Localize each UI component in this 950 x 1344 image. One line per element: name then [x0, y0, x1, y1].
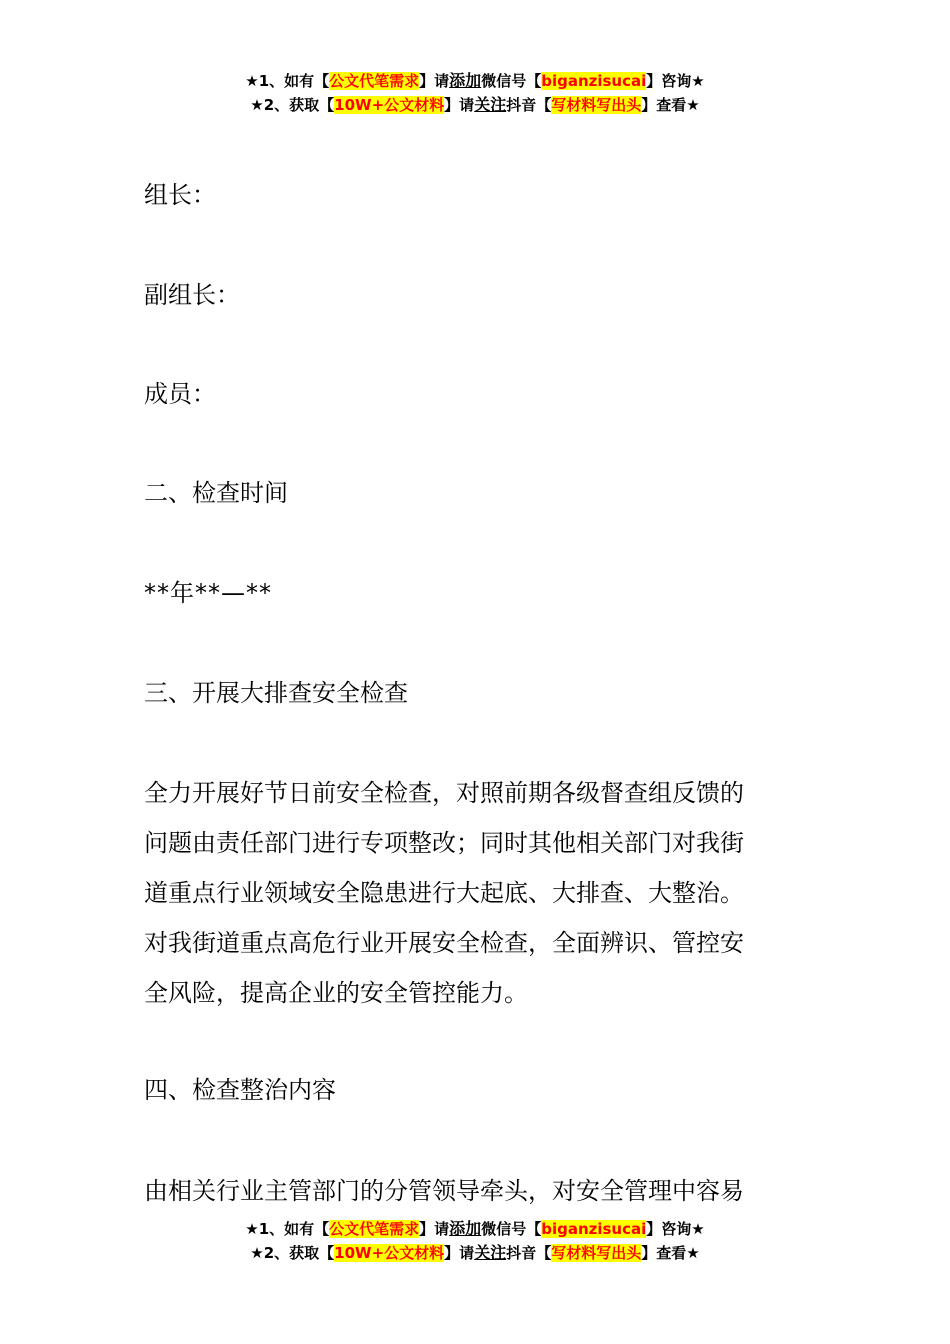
- banner-line-2: [0, 93, 950, 117]
- star-icon: ★: [250, 1244, 264, 1262]
- underlined-action: 关注: [474, 1243, 507, 1262]
- highlight-service: 公文代笔需求: [329, 1220, 420, 1238]
- highlight-douyin-account: 写材料写出头: [551, 96, 642, 114]
- footer-banner: [0, 1217, 950, 1265]
- paragraph-line: 全风险，提高企业的安全管控能力。: [144, 979, 528, 1007]
- banner-text: 微信号【: [481, 72, 542, 90]
- star-icon: ★: [686, 96, 700, 114]
- paragraph-line: 全力开展好节日前安全检查，对照前期各级督查组反馈的: [144, 779, 744, 807]
- banner-text: 】查看: [641, 96, 687, 114]
- banner-text: 2、获取【: [263, 96, 335, 114]
- banner-text: 】咨询: [646, 72, 692, 90]
- section3-heading: 三、开展大排查安全检查: [144, 679, 408, 707]
- paragraph-line: 对我街道重点高危行业开展安全检查，全面辨识、管控安: [144, 929, 744, 957]
- paragraph-line: 道重点行业领域安全隐患进行大起底、大排查、大整治。: [144, 879, 744, 907]
- star-icon: ★: [691, 72, 705, 90]
- section3-paragraph: [144, 768, 814, 1018]
- banner-text: 微信号【: [481, 1220, 542, 1238]
- section4-heading: 四、检查整治内容: [144, 1076, 336, 1104]
- star-icon: ★: [686, 1244, 700, 1262]
- highlight-wechat-id: biganzisucai: [541, 1220, 647, 1238]
- banner-line-2: [0, 1241, 950, 1265]
- star-icon: ★: [245, 72, 259, 90]
- underlined-action: 添加: [449, 1219, 482, 1238]
- banner-text: 抖音【: [506, 1244, 552, 1262]
- leader-label: 组长：: [144, 181, 216, 209]
- banner-text: 】请: [444, 1244, 475, 1262]
- star-icon: ★: [245, 1220, 259, 1238]
- paragraph-line: 问题由责任部门进行专项整改；同时其他相关部门对我街: [144, 829, 744, 857]
- banner-text: 】查看: [641, 1244, 687, 1262]
- banner-text: 2、获取【: [263, 1244, 335, 1262]
- members-label: 成员：: [144, 380, 216, 408]
- underlined-action: 添加: [449, 71, 482, 90]
- highlight-materials: 10W+公文材料: [334, 96, 445, 114]
- banner-text: 】咨询: [646, 1220, 692, 1238]
- highlight-wechat-id: biganzisucai: [541, 72, 647, 90]
- banner-text: 1、如有【: [258, 72, 330, 90]
- deputy-leader-label: 副组长：: [144, 281, 240, 309]
- star-icon: ★: [250, 96, 264, 114]
- banner-line-1: [0, 69, 950, 93]
- banner-text: 】请: [419, 72, 450, 90]
- section4-paragraph: [144, 1166, 814, 1216]
- highlight-douyin-account: 写材料写出头: [551, 1244, 642, 1262]
- banner-text: 】请: [444, 96, 475, 114]
- banner-text: 1、如有【: [258, 1220, 330, 1238]
- banner-line-1: [0, 1217, 950, 1241]
- banner-text: 抖音【: [506, 96, 552, 114]
- underlined-action: 关注: [474, 95, 507, 114]
- header-banner: [0, 69, 950, 117]
- section2-heading: 二、检查时间: [144, 479, 288, 507]
- highlight-service: 公文代笔需求: [329, 72, 420, 90]
- highlight-materials: 10W+公文材料: [334, 1244, 445, 1262]
- star-icon: ★: [691, 1220, 705, 1238]
- inspection-date: **年**—**: [144, 579, 272, 607]
- paragraph-line: 由相关行业主管部门的分管领导牵头，对安全管理中容易: [144, 1177, 744, 1205]
- banner-text: 】请: [419, 1220, 450, 1238]
